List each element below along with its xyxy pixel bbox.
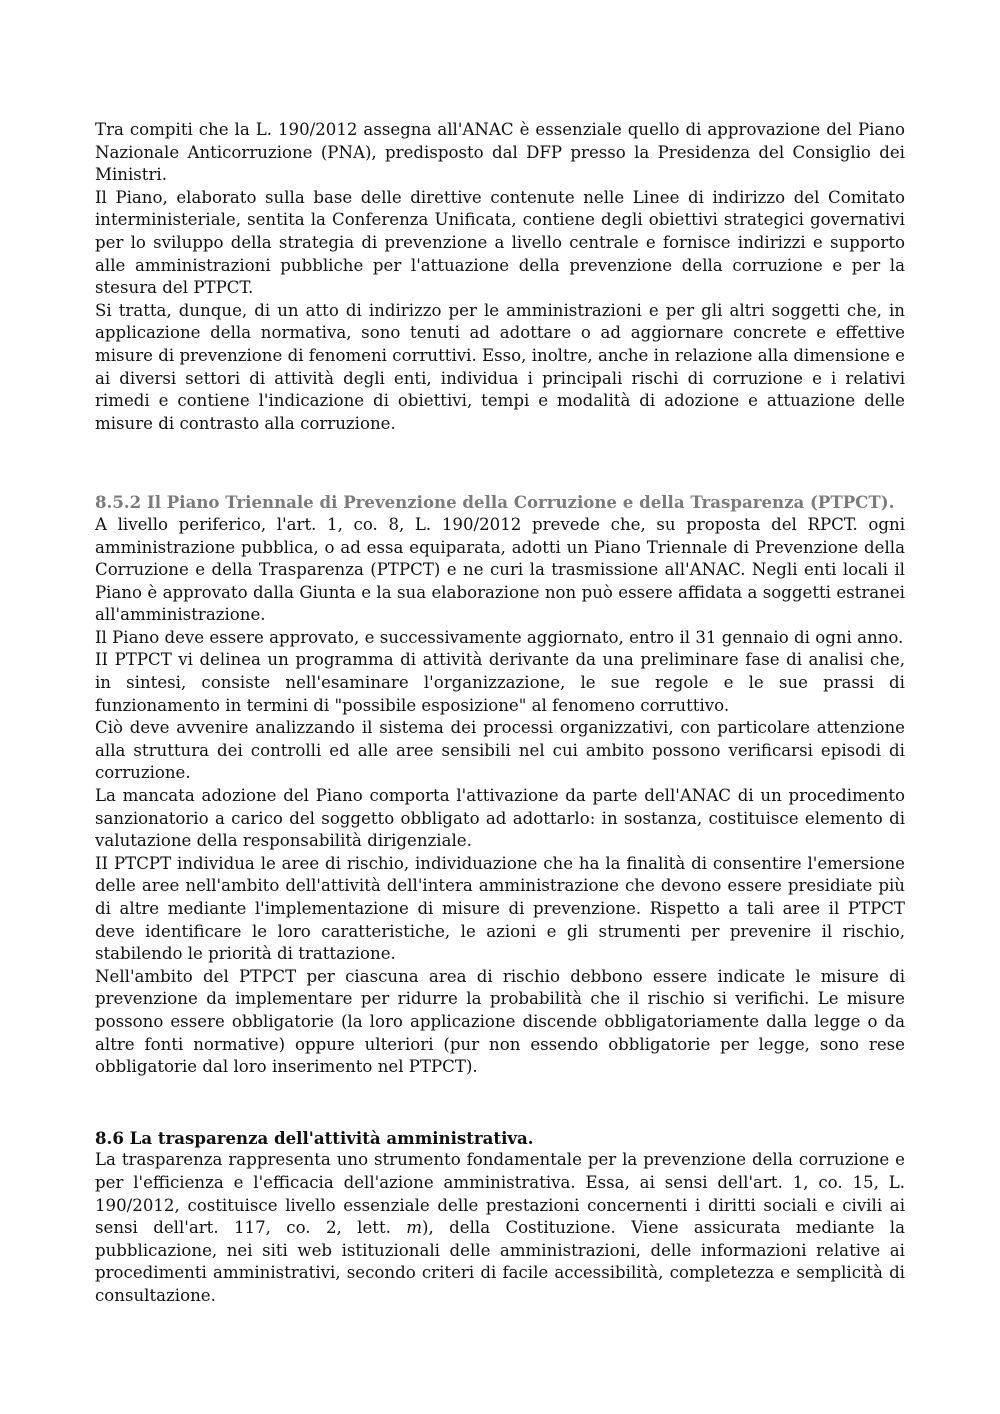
paragraph-ptpct-measures: Nell'ambito del PTPCT per ciascuna area di rischio debbono essere indicate le misure di prevenzione da implementare per ridurre la probabilità che il rischio si verifichi. Le misure possono essere obbligatorie (la loro applicazione discende obbligatoriamente dalla legge o da altre fonti normative) oppure ulteriori (pur non essendo obbligatorie per legge, sono rese obbligatorie dal loro inserimento nel PTPCT). <box>95 966 905 1077</box>
paragraph-ptpct-sanctions: La mancata adozione del Piano comporta l'attivazione da parte dell'ANAC di un procedimento sanzionatorio a carico del soggetto obbligato ad adottarlo: in sostanza, costituisce elemento di valutazione della responsabilità dirigenziale. <box>95 786 905 851</box>
paragraph-ptpct-risk-areas: II PTCPT individua le aree di rischio, individuazione che ha la finalità di consentire l'emersione delle aree nell'ambito dell'attività dell'intera amministrazione che devono essere presidiate più di altre mediante l'implementazione di misure di prevenzione. Rispetto a tali aree il PTPCT deve identificare le loro caratteristiche, le azioni e gli strumenti per prevenire il rischio, stabilendo le priorità di trattazione. <box>95 853 905 964</box>
paragraph-trasparenza-part-2: ), della Costituzione. Viene assicurata mediante la pubblicazione, nei siti web istituzionali delle amministrazioni, delle informazioni relative ai procedimenti amministrativi, secondo criteri di facile accessibilità, completezza e semplicità di consultazione. <box>95 1218 905 1305</box>
paragraph-ptpct-program: II PTPCT vi delinea un programma di attività derivante da una preliminare fase di analisi che, in sintesi, consiste nell'esaminare l'organizzazione, le sue regole e le sue prassi di funzionamento in termini di "possibile esposizione" al fenomeno corruttivo. <box>95 650 905 715</box>
paragraph-ptpct-adoption: A livello periferico, l'art. 1, co. 8, L. 190/2012 prevede che, su proposta del RPCT. ogni amministrazione pubblica, o ad essa equiparata, adotti un Piano Triennale di Prevenzione della Corruzione e della Trasparenza (PTPCT) e ne curi la trasmissione all'ANAC. Negli enti locali il Piano è approvato dalla Giunta e la sua elaborazione non può essere affidata a soggetti estranei all'amministrazione. <box>95 514 905 625</box>
paragraph-pna-guidance: Si tratta, dunque, di un atto di indirizzo per le amministrazioni e per gli altri soggetti che, in applicazione della normativa, sono tenuti ad adottare o ad aggiornare concrete e effettive misure di prevenzione di fenomeni corruttivi. Esso, inoltre, anche in relazione alla dimensione e ai diversi settori di attività degli enti, individua i principali rischi di corruzione e i relativi rimedi e contiene l'indicazione di obiettivi, tempi e modalità di adozione e attuazione delle misure di contrasto alla corruzione. <box>95 300 905 433</box>
section-heading-trasparenza: 8.6 La trasparenza dell'attività amministrativa. <box>95 1127 534 1148</box>
paragraph-trasparenza-part-1: La trasparenza rappresenta uno strumento fondamentale per la prevenzione della corruzione e per l'efficienza e l'efficacia dell'azione amministrativa. Essa, ai sensi dell'art. 1, co. 15, L. 190/2012, costituisce livello essenziale delle prestazioni concernenti i diritti sociali e civili ai sensi dell'art. 117, co. 2, lett. <box>95 1150 905 1238</box>
paragraph-trasparenza-italic-letter: m <box>406 1218 423 1238</box>
paragraph-pna-approval: Tra compiti che la L. 190/2012 assegna all'ANAC è essenziale quello di approvazione del Piano Nazionale Anticorruzione (PNA), predisposto dal DFP presso la Presidenza del Consiglio dei Ministri. <box>95 120 905 185</box>
paragraph-pna-content: Il Piano, elaborato sulla base delle direttive contenute nelle Linee di indirizzo del Comitato interministeriale, sentita la Conferenza Unificata, contiene degli obiettivi strategici governativi per lo sviluppo della strategia di prevenzione a livello centrale e fornisce indirizzi e supporto alle amministrazioni pubbliche per l'attuazione della prevenzione della corruzione e per la stesura del PTPCT. <box>95 187 905 298</box>
paragraph-ptpct-analysis: Ciò deve avvenire analizzando il sistema dei processi organizzativi, con particolare attenzione alla struttura dei controlli ed alle aree sensibili nel cui ambito possono verificarsi episodi di corruzione. <box>95 718 905 783</box>
paragraph-ptpct-deadline: Il Piano deve essere approvato, e successivamente aggiornato, entro il 31 gennaio di ogni anno. <box>95 627 904 647</box>
section-heading-ptpct: 8.5.2 Il Piano Triennale di Prevenzione della Corruzione e della Trasparenza (PTPCT). <box>95 492 895 513</box>
document-page <box>95 119 905 1308</box>
paragraph-trasparenza <box>95 1149 905 1307</box>
